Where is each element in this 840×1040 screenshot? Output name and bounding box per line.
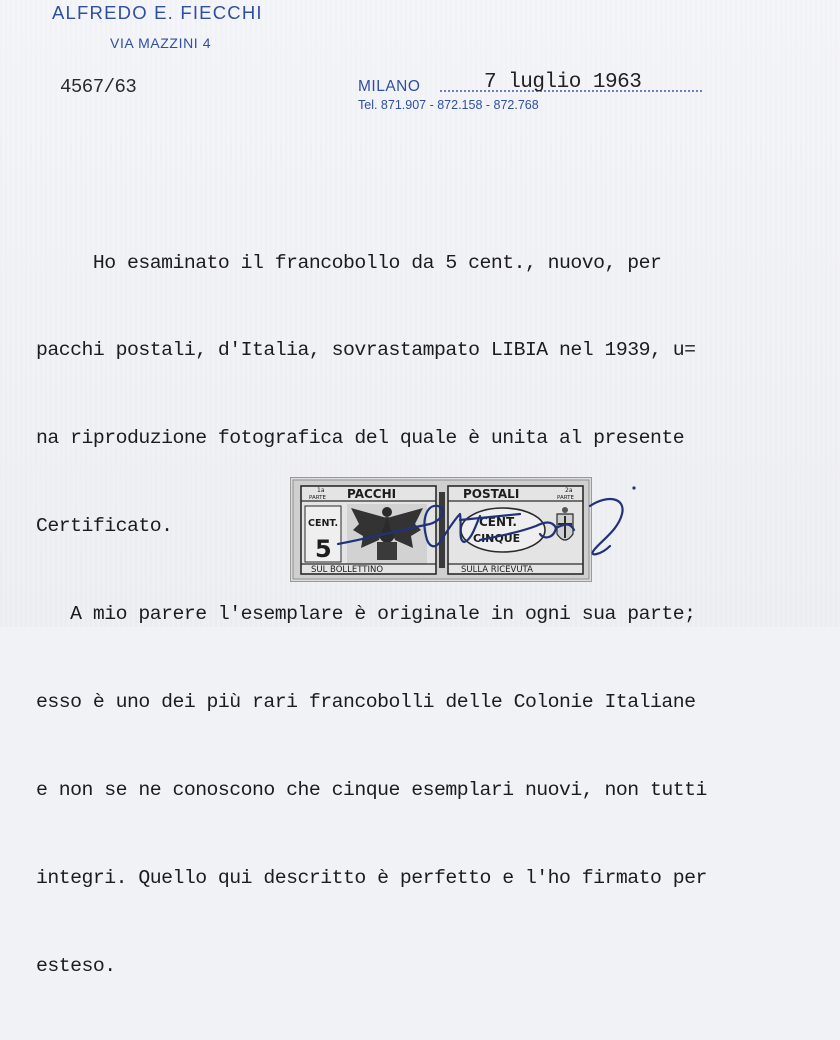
- stamp-right-part-num: 2a: [565, 487, 573, 494]
- body-line: esso è uno dei più rari francobolli delle Colonie Italiane: [36, 691, 696, 714]
- stamp-right-bottom-label: SULLA RICEVUTA: [461, 565, 533, 575]
- stamp-right-value-label: CENT.: [479, 515, 517, 529]
- stamp-right-top-label: POSTALI: [463, 487, 520, 501]
- stamp-right-part-label: PARTE: [557, 495, 574, 501]
- body-line: A mio parere l'esemplare è originale in ogni sua parte;: [36, 603, 696, 626]
- body-line: Certificato.: [36, 515, 173, 538]
- stamp-left-part-label: PARTE: [309, 495, 326, 501]
- stamp-left-top-label: PACCHI: [347, 487, 397, 501]
- certificate-number: 4567/63: [60, 76, 137, 98]
- body-line: esteso.: [36, 954, 116, 977]
- handwritten-signature: [330, 480, 650, 580]
- body-line: Ho esaminato il francobollo da 5 cent., nuovo, per: [36, 251, 662, 274]
- body-line: e non se ne conoscono che cinque esemplari nuovi, non tutti: [36, 778, 707, 801]
- body-line: na riproduzione fotografica del quale è unita al presente: [36, 427, 685, 450]
- certificate-body: [36, 190, 826, 1040]
- letterhead-phone: Tel. 871.907 - 872.158 - 872.768: [358, 98, 539, 112]
- stamp-left-part-num: 1a: [317, 487, 325, 494]
- body-line: integri. Quello qui descritto è perfetto e l'ho firmato per: [36, 866, 707, 889]
- certificate-date: 7 luglio 1963: [484, 71, 642, 94]
- letterhead-name: ALFREDO E. FIECCHI: [52, 2, 263, 23]
- stamp-right-value-text: CINQUE: [473, 532, 521, 545]
- letterhead-address: VIA MAZZINI 4: [110, 35, 212, 51]
- stamp-left-value: 5: [315, 535, 332, 563]
- stamp-left-value-label: CENT.: [308, 518, 339, 529]
- letterhead-city: MILANO: [358, 78, 421, 95]
- body-line: pacchi postali, d'Italia, sovrastampato LIBIA nel 1939, u=: [36, 339, 696, 362]
- stamp-left-bottom-label: SUL BOLLETTINO: [311, 565, 384, 575]
